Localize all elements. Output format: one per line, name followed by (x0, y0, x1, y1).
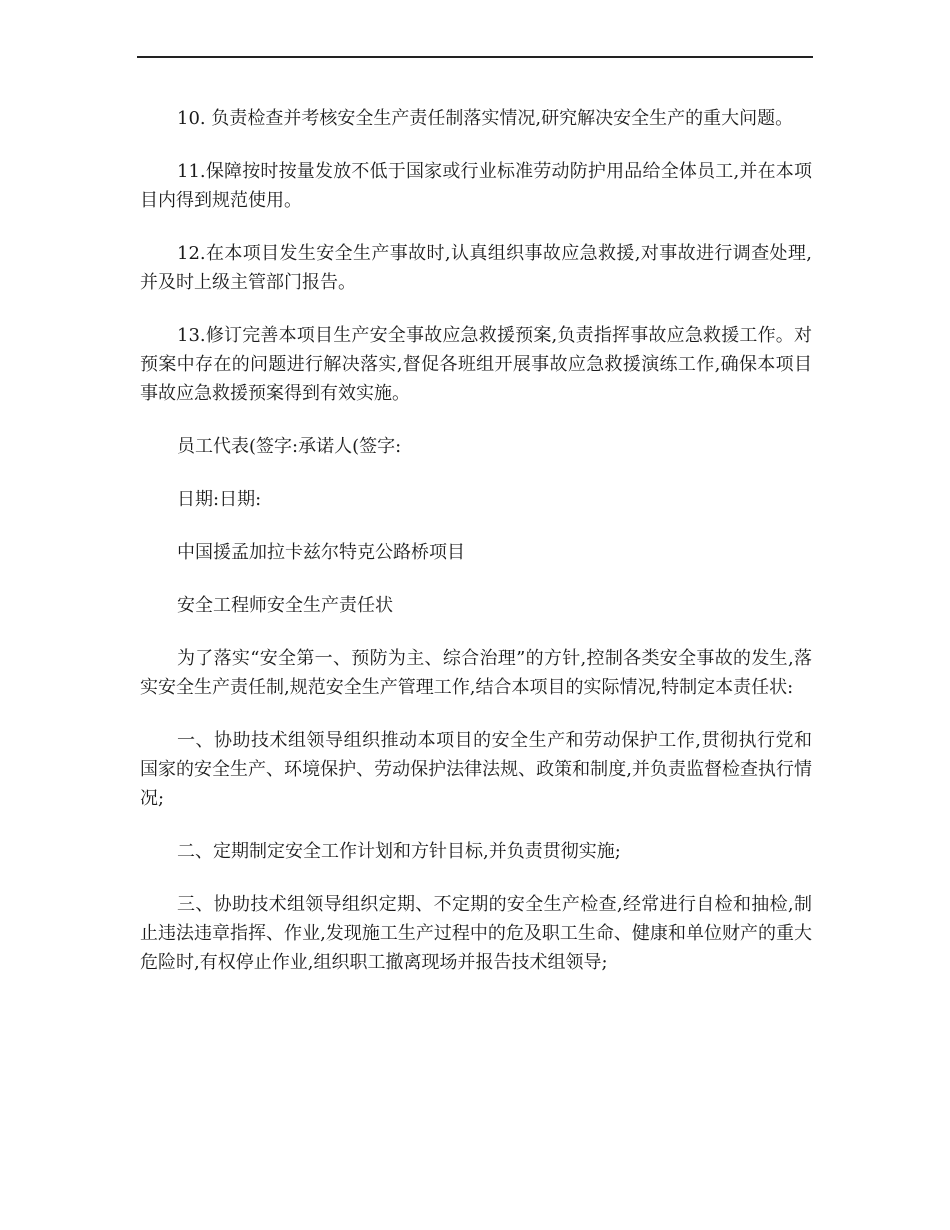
signature-line: 员工代表(签字:承诺人(签字: (177, 436, 402, 457)
project-name: 中国援孟加拉卡兹尔特克公路桥项目 (177, 542, 465, 563)
header-rule (137, 56, 813, 58)
clause-1: 一、协助技术组领导组织推动本项目的安全生产和劳动保护工作,贯彻执行党和国家的安全生产、环境保护、劳动保护法律法规、政策和制度,并负责监督检查执行情况; (140, 730, 812, 809)
intro-paragraph: 为了落实“安全第一、预防为主、综合治理”的方针,控制各类安全事故的发生,落实安全生产责任制,规范安全生产管理工作,结合本项目的实际情况,特制定本责任状: (140, 648, 812, 698)
clause-2: 二、定期制定安全工作计划和方针目标,并负责贯彻实施; (177, 841, 621, 862)
paragraph-10: 10. 负责检查并考核安全生产责任制落实情况,研究解决安全生产的重大问题。 (177, 108, 794, 129)
document-body (140, 104, 812, 1001)
date-line: 日期:日期: (177, 489, 262, 510)
section-title: 安全工程师安全生产责任状 (177, 595, 393, 616)
clause-3: 三、协助技术组领导组织定期、不定期的安全生产检查,经常进行自检和抽检,制止违法违章指挥、作业,发现施工生产过程中的危及职工生命、健康和单位财产的重大危险时,有权停止作业,组织职工撤离现场并报告技术组领导; (140, 894, 812, 973)
paragraph-11: 11.保障按时按量发放不低于国家或行业标准劳动防护用品给全体员工,并在本项目内得到规范使用。 (140, 161, 812, 211)
paragraph-13: 13.修订完善本项目生产安全事故应急救援预案,负责指挥事故应急救援工作。对预案中存在的问题进行解决落实,督促各班组开展事故应急救援演练工作,确保本项目事故应急救援预案得到有效实施。 (140, 325, 812, 404)
paragraph-12: 12.在本项目发生安全生产事故时,认真组织事故应急救援,对事故进行调查处理,并及时上级主管部门报告。 (140, 243, 812, 293)
